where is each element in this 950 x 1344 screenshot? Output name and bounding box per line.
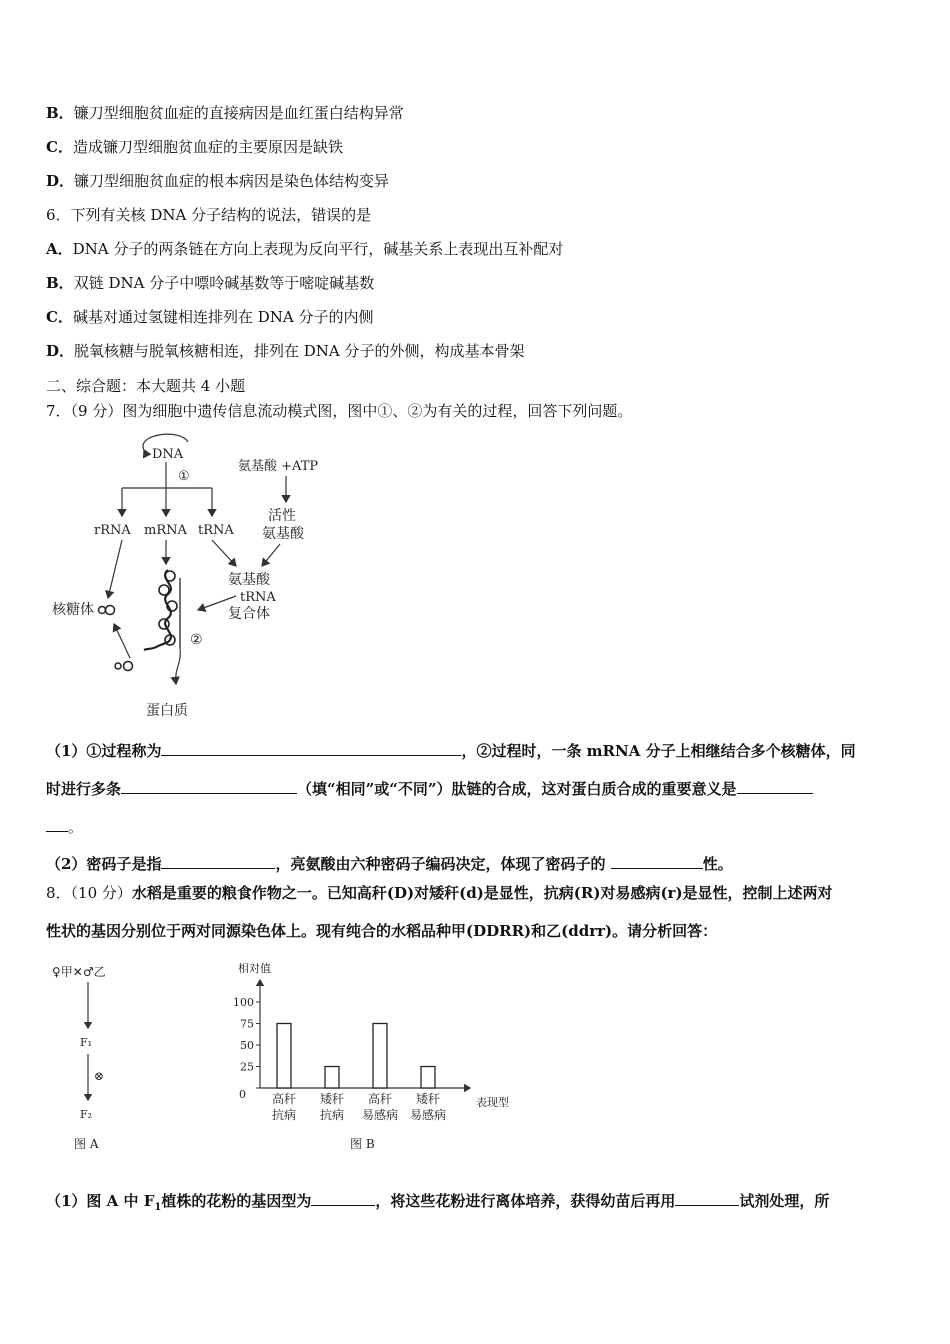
q7-blank-5[interactable] — [611, 852, 703, 869]
y-tick-label: 0 — [239, 1088, 246, 1101]
category-label: 易感病 — [361, 1108, 399, 1122]
ribosome-label: 核糖体 — [52, 602, 94, 618]
bar — [325, 1067, 339, 1089]
y-tick-label: 75 — [240, 1017, 254, 1031]
figure-b-caption: 图 B — [350, 1137, 375, 1151]
cross-label: ♀甲✕♂乙 — [52, 965, 106, 979]
selfing-icon: ⊗ — [94, 1069, 105, 1083]
q6-option-d: D．脱氧核糖与脱氧核糖相连，排列在 DNA 分子的外侧，构成基本骨架 — [46, 342, 525, 360]
figure-a-caption: 图 A — [74, 1137, 99, 1151]
figure-b-chart — [220, 958, 530, 1158]
f2-label: F₂ — [80, 1108, 93, 1121]
complex-label-3: 复合体 — [228, 606, 270, 622]
f1-label: F₁ — [80, 1036, 93, 1049]
category-label: 抗病 — [271, 1108, 297, 1122]
complex-label-2: tRNA — [240, 590, 276, 605]
bar — [373, 1024, 387, 1089]
q8-blank-2[interactable] — [675, 1189, 739, 1206]
q7-part2: （2）密码子是指 ，亮氨酸由六种密码子编码决定，体现了密码子的 性。 — [46, 852, 733, 874]
category-label: 矮秆 — [415, 1092, 441, 1106]
q6-option-b: B．双链 DNA 分子中嘌呤碱基数等于嘧啶碱基数 — [46, 274, 375, 292]
bar — [277, 1024, 291, 1089]
q7-blank-3-cont[interactable] — [46, 815, 68, 832]
y-tick-label: 50 — [240, 1039, 254, 1052]
protein-label: 蛋白质 — [146, 703, 188, 719]
q5-option-d: D．镰刀型细胞贫血症的根本病因是染色体结构变异 — [46, 172, 390, 190]
category-label: 抗病 — [319, 1108, 345, 1122]
q8-part1: （1）图 A 中 $F_1$植株的花粉的基因型为 ，将这些花粉进行离体培养，获得幼苗后再用 试剂处理，所 — [46, 1189, 829, 1213]
q8-stem: 8．（10 分）水稻是重要的粮食作物之一。已知高秆(D)对矮秆(d)是显性，抗病(R)对易感病(r)是显性，控制上述两对 性状的基因分别位于两对同源染色体上。现有纯合的水稻品种甲(DDRR)和乙(ddrr)。请分析回答： — [46, 884, 833, 940]
q8-blank-1[interactable] — [311, 1189, 375, 1206]
category-label: 矮秆 — [319, 1092, 345, 1106]
process-2-label: ② — [190, 632, 203, 648]
category-label: 高秆 — [271, 1092, 297, 1106]
complex-label-1: 氨基酸 — [228, 572, 270, 588]
category-label: 高秆 — [367, 1092, 393, 1106]
q7-blank-3[interactable] — [737, 777, 813, 794]
q5-option-b: B．镰刀型细胞贫血症的直接病因是血红蛋白结构异常 — [46, 104, 404, 122]
category-label: 易感病 — [409, 1108, 447, 1122]
section-heading: 二、综合题：本大题共 4 小题 — [46, 377, 246, 395]
active-label-2: 氨基酸 — [262, 526, 304, 542]
y-tick-label: 25 — [240, 1060, 254, 1074]
gene-expression-diagram — [40, 428, 350, 728]
amino-atp-label: 氨基酸 +ATP — [238, 459, 319, 474]
chart-ylabel: 相对值 — [238, 962, 271, 975]
q5-option-c: C．造成镰刀型细胞贫血症的主要原因是缺铁 — [46, 138, 343, 156]
mrna-label: mRNA — [144, 523, 187, 538]
rrna-label: rRNA — [94, 523, 131, 538]
q6-stem: 6．下列有关核 DNA 分子结构的说法，错误的是 — [46, 206, 372, 224]
y-tick-label: 100 — [233, 996, 254, 1009]
chart-xlabel: 表现型 — [476, 1096, 509, 1109]
bar — [421, 1067, 435, 1089]
q6-option-a: A．DNA 分子的两条链在方向上表现为反向平行，碱基关系上表现出互补配对 — [46, 240, 564, 258]
q7-blank-2[interactable] — [121, 777, 297, 794]
figure-a-cross — [44, 958, 164, 1158]
q7-blank-1[interactable] — [161, 739, 461, 756]
trna-label: tRNA — [198, 523, 234, 538]
q7-stem: 7．（9 分）图为细胞中遗传信息流动模式图，图中①、②为有关的过程，回答下列问题。 — [46, 402, 633, 420]
active-label-1: 活性 — [268, 508, 296, 524]
dna-label: DNA — [152, 447, 184, 462]
q6-option-c: C．碱基对通过氢键相连排列在 DNA 分子的内侧 — [46, 308, 374, 326]
q7-blank-4[interactable] — [161, 852, 275, 869]
q7-part1: （1）①过程称为 ，②过程时，一条 mRNA 分子上相继结合多个核糖体，同 时进行多条 （填“相同”或“不同”）肽链的合成，这对蛋白质合成的重要意义是 。 — [46, 732, 906, 846]
process-1-label: ① — [178, 469, 190, 484]
